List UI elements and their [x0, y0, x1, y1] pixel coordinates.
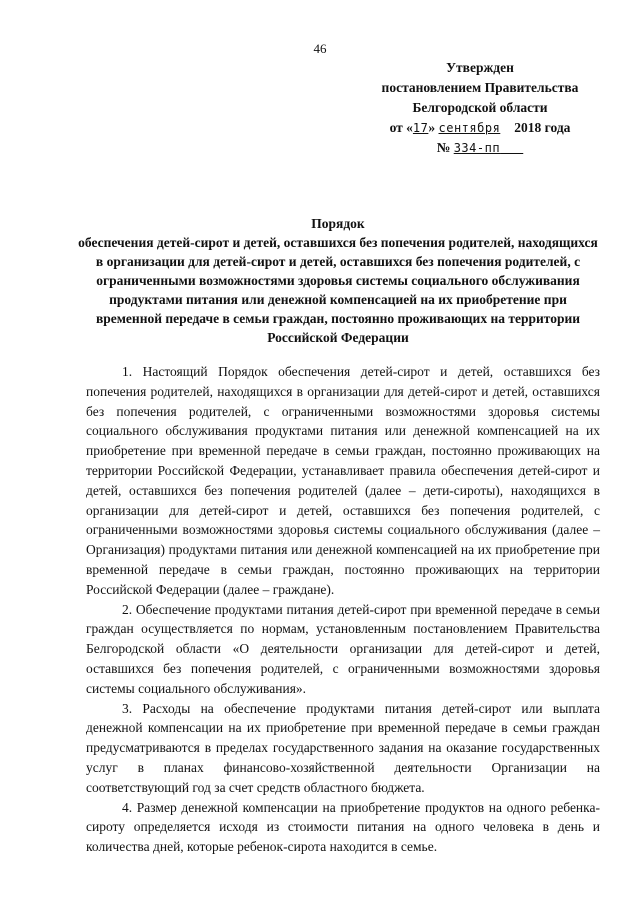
date-year: 2018 года [514, 120, 571, 135]
approval-line-2: постановлением Правительства [381, 80, 579, 95]
date-day: 17 [412, 121, 429, 135]
page-number: 46 [313, 41, 327, 56]
paragraph-4: 4. Размер денежной компенсации на приобретение продуктов на одного ребенка-сироту определяется исходя из стоимости питания на одного человека в день и количества дней, которые ребенок-сирота находится в семье. [86, 799, 600, 855]
date-prefix: от « [389, 120, 413, 135]
document-title [78, 214, 598, 347]
date-month: сентября [438, 121, 501, 135]
approval-date-line: от «17» сентября 2018 года [389, 120, 571, 135]
approval-block [350, 58, 610, 158]
paragraph-3: 3. Расходы на обеспечение продуктами питания детей-сирот или выплата денежной компенсации на их приобретение при временной передаче в семьи граждан предусматриваются в пределах государственного задания на оказание государственных услуг в планах финансово-хозяйственной деятельности Организации на соответствующий год за счет средств областного бюджета. [86, 700, 600, 795]
title-heading: Порядок [311, 216, 365, 231]
approval-line-1: Утвержден [446, 60, 514, 75]
title-subtitle: обеспечения детей-сирот и детей, оставшихся без попечения родителей, находящихся в организации для детей-сирот и детей, оставшихся без попечения родителей, с ограниченными возможностями здоровья системы социального обслуживания продуктами питания или денежной компенсацией на их приобретение при временной передаче в семьи граждан, постоянно проживающих на территории Российской Федерации [78, 235, 598, 345]
number-value: 334-пп [453, 141, 501, 155]
paragraph-1: 1. Настоящий Порядок обеспечения детей-сирот и детей, оставшихся без попечения родителей, находящихся в организации для детей-сирот и детей, оставшихся без попечения родителей, с ограниченными возможностями здоровья системы социального обслуживания продуктами питания или денежной компенсацией на их приобретение при временной передаче в семьи граждан, постоянно проживающих на территории Российской Федерации, устанавливает правила обеспечения детей-сирот и детей, оставшихся без попечения родителей (далее – дети-сироты), находящихся в организации для детей-сирот и детей, оставшихся без попечения родителей, с ограниченными возможностями здоровья системы социального обслуживания (далее – Организация) продуктами питания или денежной компенсацией на их приобретение при временной передаче в семьи граждан, постоянно проживающих на территории Российской Федерации (далее – граждане). [86, 364, 600, 597]
document-body [86, 362, 600, 857]
number-prefix: № [436, 140, 451, 155]
approval-number-line [350, 138, 610, 158]
approval-line-3: Белгородской области [412, 100, 548, 115]
paragraph-2: 2. Обеспечение продуктами питания детей-сирот при временной передаче в семьи граждан осуществляется по нормам, установленным постановлением Правительства Белгородской области «О деятельности организации для детей-сирот и детей, оставшихся без попечения родителей, с ограниченными возможностями здоровья системы социального обслуживания». [86, 601, 600, 696]
